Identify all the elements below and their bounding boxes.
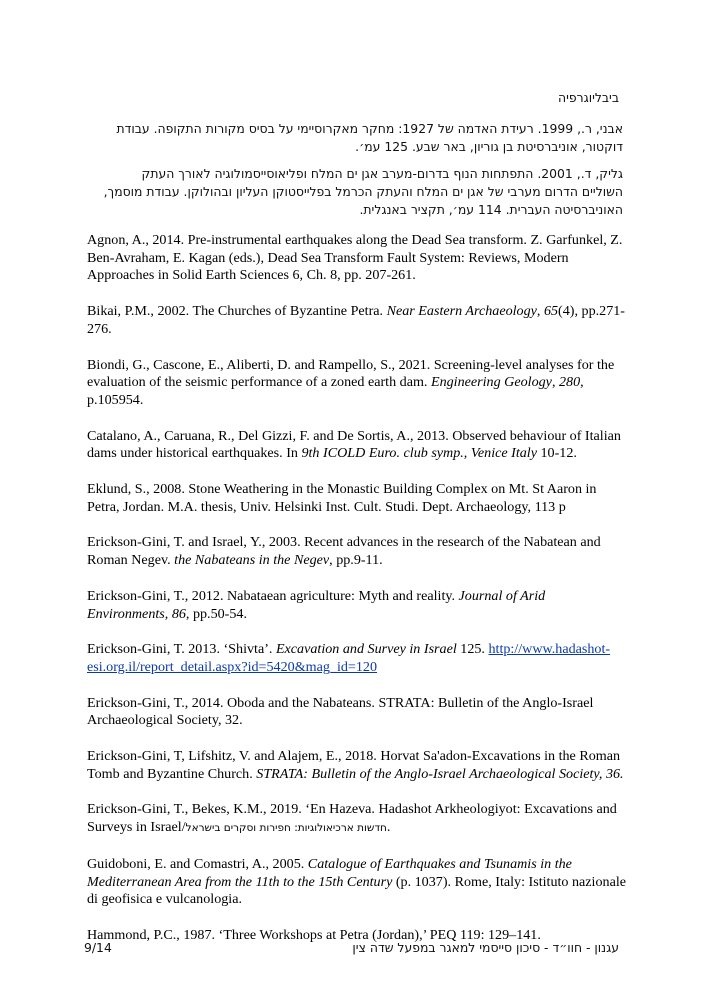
reference-text: , pp.9-11. — [329, 552, 383, 569]
reference-text: 125. — [456, 641, 489, 658]
reference-italic-text: STRATA: Bulletin of the Anglo-Israel Archaeological Society, 36. — [256, 765, 624, 782]
reference-entry — [87, 357, 627, 410]
page-footer — [84, 940, 619, 960]
page-number: 9/14 — [84, 940, 112, 955]
reference-text: , — [551, 374, 559, 391]
reference-text: . — [386, 819, 391, 836]
bibliography-heading: ביבליוגרפיה — [558, 90, 619, 105]
reference-text: Erickson-Gini, T. 2013. ‘Shivta’. — [87, 641, 276, 658]
hebrew-reference-line: האוניברסיטה העברית. 114 עמ׳, תקציר באנגלית. — [359, 202, 623, 217]
reference-entry — [87, 303, 627, 338]
reference-italic-text: Near Eastern Archaeology — [386, 303, 537, 320]
reference-text: 10-12. — [536, 445, 577, 462]
reference-entry — [87, 534, 627, 569]
footer-title: עגנון - חוו״ד - סיכון סייסמי למאגר במפעל שדה צין — [352, 940, 619, 955]
reference-italic-text: the Nabateans in the Negev — [174, 552, 330, 569]
hebrew-reference-line: דוקטור, אוניברסיטת בן גוריון, באר שבע. 125 עמ׳. — [355, 139, 623, 154]
hebrew-reference-glick — [83, 165, 623, 219]
reference-link[interactable]: http://www.hadashot-esi.org.il/report_detail.aspx?id=5420&mag_id=120 — [87, 641, 611, 675]
reference-entry — [87, 641, 627, 676]
reference-text: , — [536, 303, 544, 320]
reference-text: Erickson-Gini, T., Bekes, K.M., 2019. ‘En Hazeva. Hadashot Arkheologiyot: Excavations and Surveys in Israel/ — [87, 801, 617, 836]
reference-text: Catalano, A., Caruana, R., Del Gizzi, F. and De Sortis, A., 2013. Observed behaviour of Italian dams under historical earthquakes. In — [87, 427, 621, 462]
reference-italic-text: 9th ICOLD Euro. club symp., Venice Italy — [301, 445, 537, 462]
reference-hebrew-text: חדשות ארכיאולוגיות: חפירות וסקרים בישראל — [185, 822, 387, 835]
reference-text: Guidoboni, E. and Comastri, A., 2005. — [87, 855, 308, 872]
reference-text: Agnon, A., 2014. Pre-instrumental earthquakes along the Dead Sea transform. Z. Garfunkel, Z. Ben-Avraham, E. Kagan (eds.), Dead Sea Transform Fault System: Reviews, Modern Approaches in Solid Earth Sciences 6, Ch. 8, pp. 207-261. — [87, 232, 623, 284]
hebrew-reference-line: גליק, ד., 2001. התפתחות הנוף בדרום-מערב אגן ים המלח ופליאוסייסמולוגיה לאורך העתק — [141, 166, 623, 181]
reference-entry — [87, 856, 627, 909]
reference-entry — [87, 428, 627, 463]
reference-entry — [87, 801, 627, 837]
reference-entry — [87, 232, 627, 285]
reference-italic-text: Catalogue of Earthquakes and Tsunamis in the Mediterranean Area from the 11th to the 15th Century — [87, 855, 572, 890]
reference-text: Biondi, G., Cascone, E., Aliberti, D. and Rampello, S., 2021. Screening-level analyses for the evaluation of the seismic performance of a zoned earth dam. — [87, 356, 615, 391]
reference-italic-text: Excavation and Survey in Israel — [275, 641, 457, 658]
reference-text: Erickson-Gini, T., 2012. Nabataean agriculture: Myth and reality. — [87, 587, 459, 604]
reference-italic-text: 86 — [171, 605, 186, 622]
hebrew-reference-line: אבני, ר., 1999. רעידת האדמה של 1927: מחקר מאקרוסיימי על בסיס מקורות התקופה. עבודת — [116, 121, 623, 136]
reference-text: , — [164, 605, 172, 622]
reference-italic-text: 280 — [558, 374, 581, 391]
reference-text: Bikai, P.M., 2002. The Churches of Byzantine Petra. — [87, 303, 387, 320]
reference-text: Hammond, P.C., 1987. ‘Three Workshops at Petra (Jordan),’ PEQ 119: 129–141. — [87, 926, 541, 943]
reference-entry — [87, 481, 627, 516]
reference-text: Erickson-Gini, T. and Israel, Y., 2003. Recent advances in the research of the Nabatean and Roman Negev. — [87, 534, 601, 569]
reference-text: , pp.50-54. — [185, 605, 247, 622]
reference-entry — [87, 695, 627, 730]
reference-text: (4), pp.271-276. — [87, 303, 625, 337]
reference-italic-text: Engineering Geology — [430, 374, 552, 391]
english-reference-list — [87, 232, 627, 963]
hebrew-reference-line: השוליים הדרום מערבי של אגן ים המלח והעתק הכרמל בפלייסטוקן העליון ובהולוקן. עבודת מוסמך, — [103, 184, 623, 199]
reference-entry — [87, 748, 627, 783]
reference-text: (p. 1037). Rome, Italy: Istituto nazionale di geofisica e vulcanologia. — [87, 873, 626, 908]
hebrew-reference-avni — [83, 120, 623, 156]
reference-text: Eklund, S., 2008. Stone Weathering in the Monastic Building Complex on Mt. St Aaron in Petra, Jordan. M.A. thesis, Univ. Helsinki Inst. Cult. Studi. Dept. Archaeology, 113 p — [87, 481, 597, 515]
reference-entry — [87, 588, 627, 623]
reference-text: , p.105954. — [87, 374, 584, 408]
reference-italic-text: Journal of Arid Environments — [87, 587, 546, 622]
reference-italic-text: 65 — [543, 303, 559, 320]
reference-text: Erickson-Gini, T., 2014. Oboda and the Nabateans. STRATA: Bulletin of the Anglo-Israel Archaeological Society, 32. — [87, 694, 594, 729]
reference-text: Erickson-Gini, T, Lifshitz, V. and Alajem, E., 2018. Horvat Sa'adon-Excavations in the Roman Tomb and Byzantine Church. — [87, 748, 621, 782]
